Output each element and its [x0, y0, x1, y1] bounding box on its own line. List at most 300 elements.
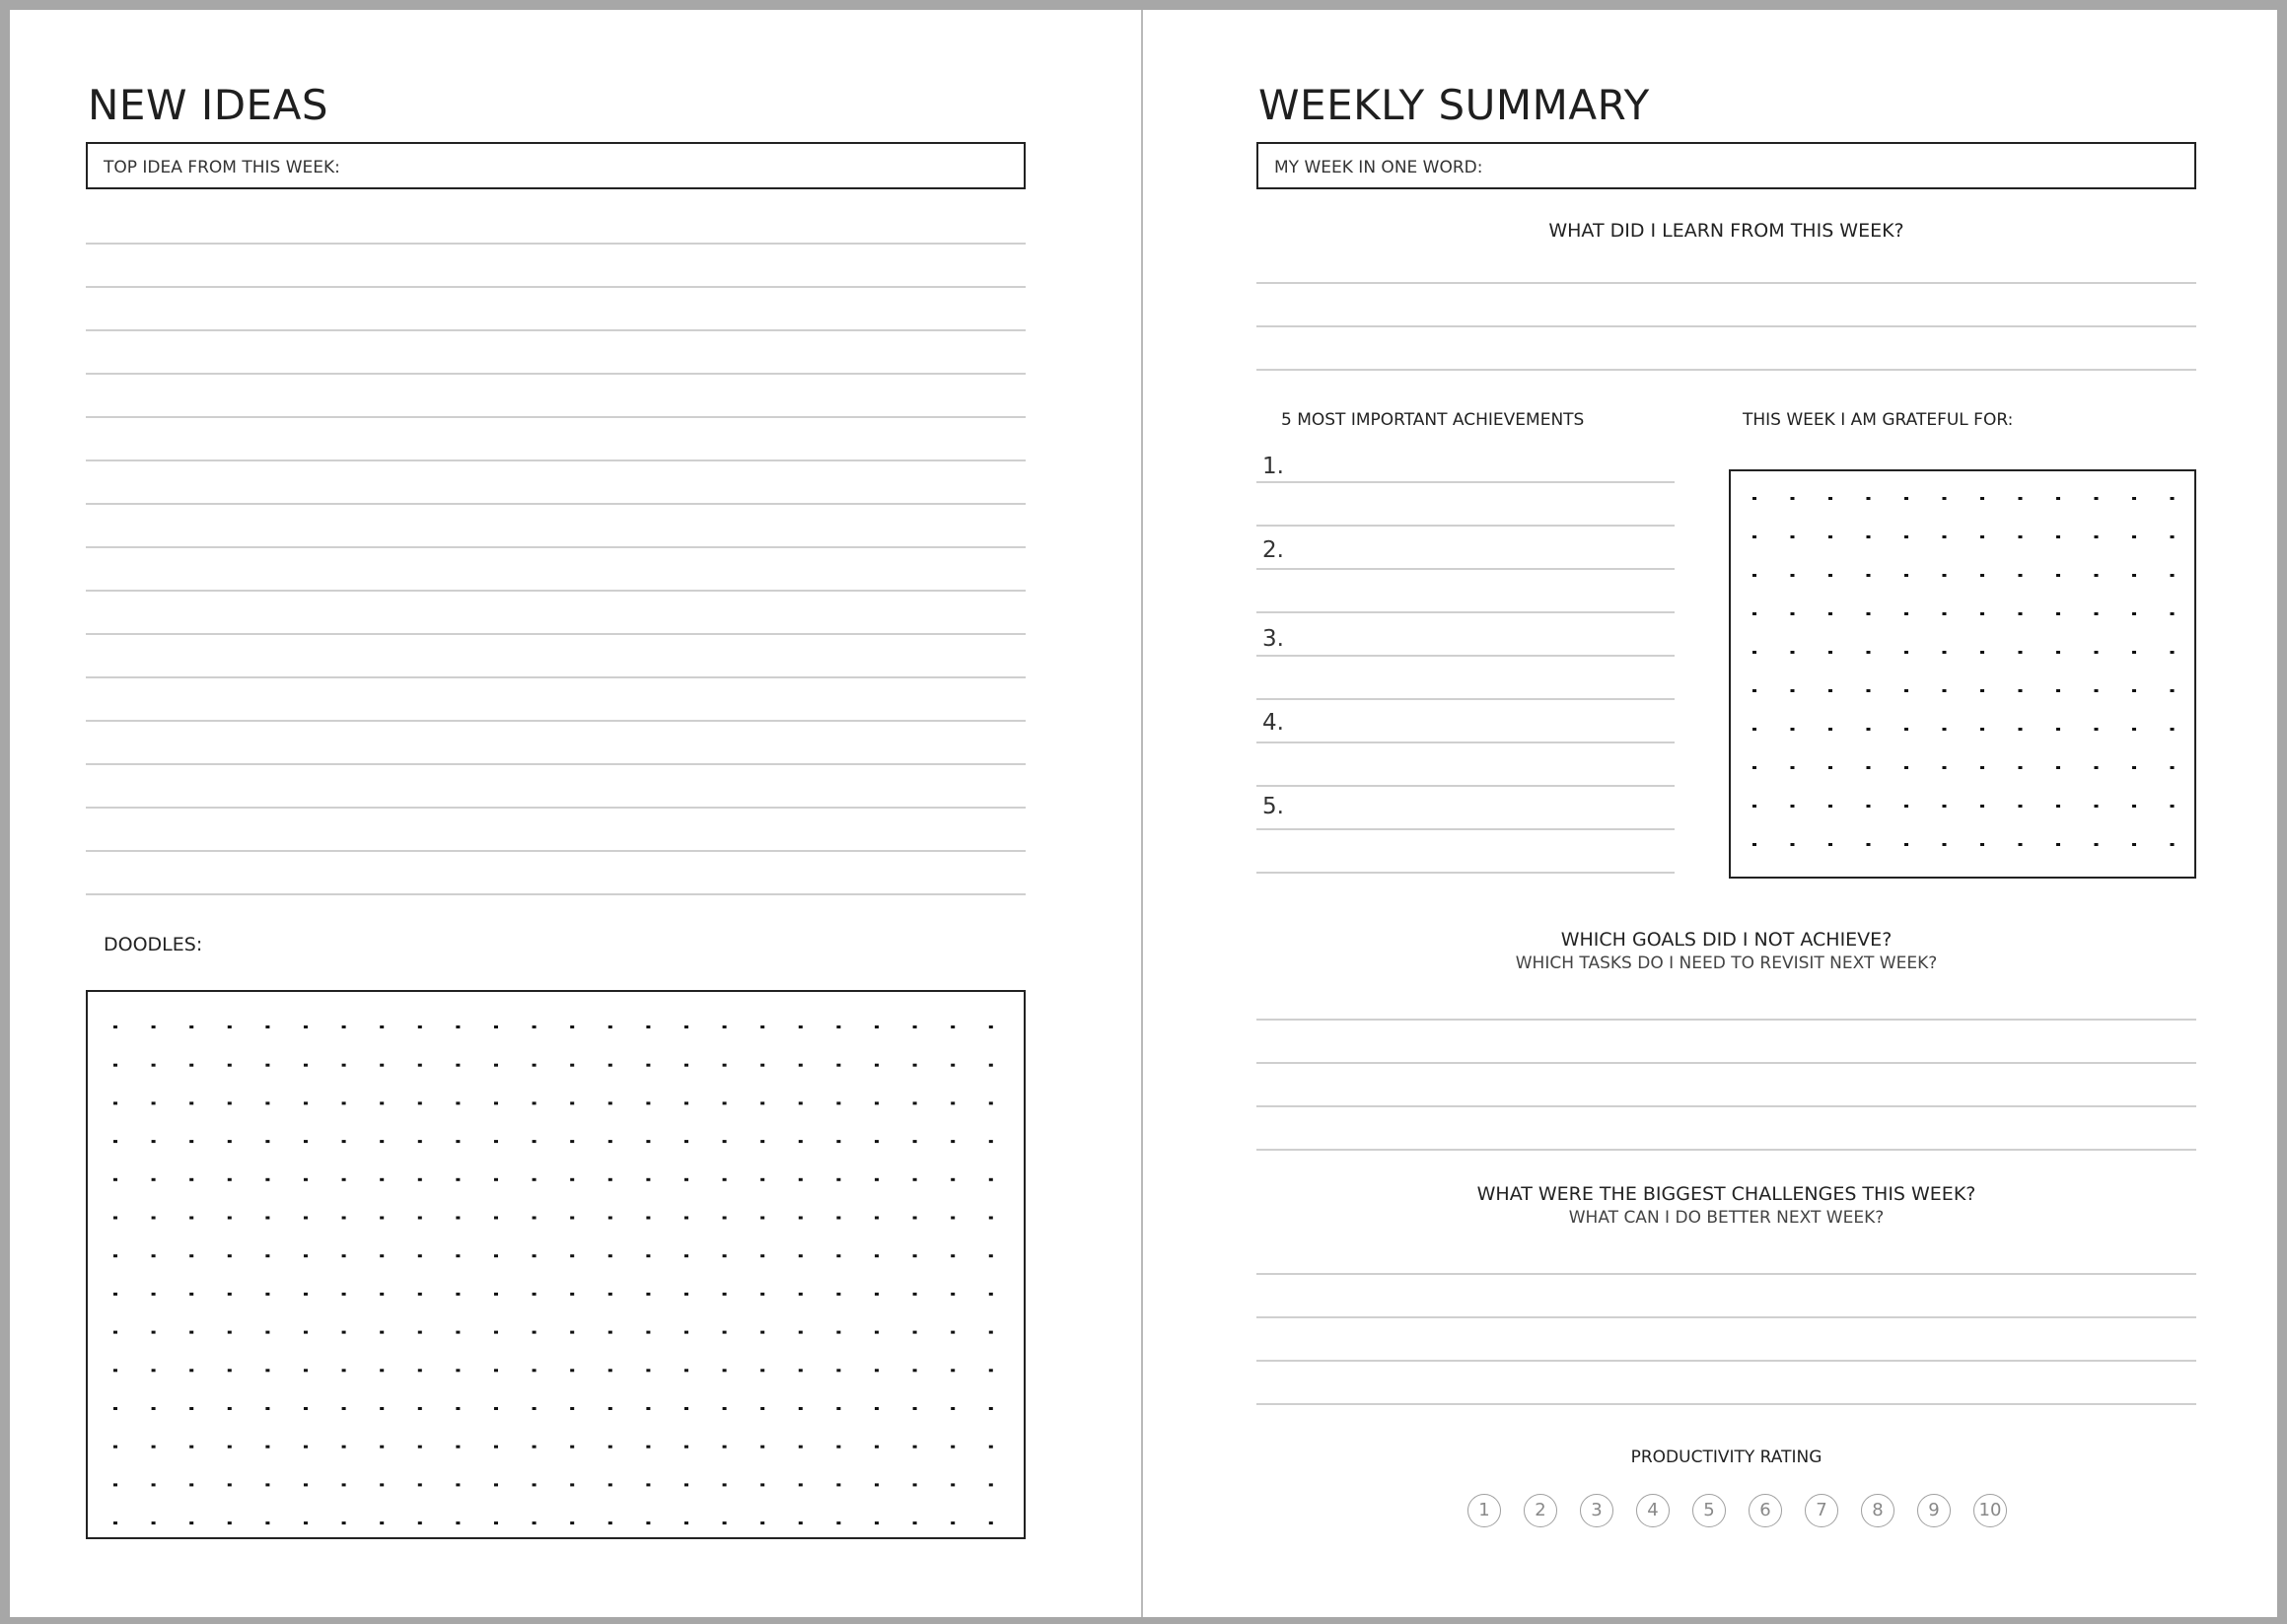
grid-dot — [380, 1064, 384, 1067]
grid-dot — [456, 1025, 460, 1028]
rating-option-9[interactable]: 9 — [1917, 1494, 1951, 1527]
grid-dot — [113, 1407, 117, 1410]
grid-dot — [265, 1217, 269, 1220]
grid-dot — [380, 1217, 384, 1220]
grid-dot — [494, 1217, 498, 1220]
new-ideas-line[interactable] — [86, 459, 1026, 461]
grid-dot — [989, 1178, 993, 1181]
grid-dot — [723, 1178, 727, 1181]
grid-dot — [836, 1140, 840, 1143]
rating-option-5[interactable]: 5 — [1692, 1494, 1726, 1527]
achievement-line[interactable] — [1256, 872, 1675, 874]
grid-dot — [265, 1521, 269, 1524]
grid-dot — [723, 1140, 727, 1143]
learn-line[interactable] — [1256, 369, 2196, 371]
rating-option-10[interactable]: 10 — [1973, 1494, 2007, 1527]
grid-dot — [2171, 843, 2175, 846]
grid-dot — [494, 1331, 498, 1334]
grid-dot — [418, 1483, 422, 1486]
grid-dot — [2171, 497, 2175, 500]
achievement-line[interactable] — [1256, 828, 1675, 830]
grid-dot — [380, 1254, 384, 1257]
grid-dot — [799, 1521, 803, 1524]
grid-dot — [913, 1064, 917, 1067]
grid-dot — [2095, 574, 2099, 577]
grid-dot — [684, 1331, 688, 1334]
page-divider — [1141, 10, 1143, 1617]
grid-dot — [723, 1254, 727, 1257]
new-ideas-line[interactable] — [86, 893, 1026, 895]
rating-option-6[interactable]: 6 — [1749, 1494, 1782, 1527]
new-ideas-line[interactable] — [86, 590, 1026, 592]
grid-dot — [418, 1140, 422, 1143]
achievement-line[interactable] — [1256, 568, 1675, 570]
grid-dot — [1904, 612, 1908, 615]
grid-dot — [152, 1064, 156, 1067]
grid-dot — [646, 1331, 650, 1334]
grid-dot — [533, 1064, 536, 1067]
goals-question: WHICH GOALS DID I NOT ACHIEVE? — [1560, 929, 1893, 951]
grid-dot — [380, 1369, 384, 1372]
grid-dot — [646, 1178, 650, 1181]
grid-dot — [2019, 728, 2023, 731]
grid-dot — [228, 1254, 232, 1257]
grid-dot — [723, 1446, 727, 1448]
grid-dot — [113, 1446, 117, 1448]
grid-dot — [1980, 574, 1984, 577]
grid-dot — [989, 1521, 993, 1524]
grid-dot — [113, 1521, 117, 1524]
grid-dot — [533, 1217, 536, 1220]
grid-dot — [380, 1446, 384, 1448]
top-idea-field[interactable] — [86, 142, 1026, 189]
grid-dot — [533, 1178, 536, 1181]
grid-dot — [646, 1407, 650, 1410]
grid-dot — [608, 1101, 612, 1104]
grid-dot — [951, 1369, 955, 1372]
grid-dot — [760, 1025, 764, 1028]
new-ideas-line[interactable] — [86, 503, 1026, 505]
grid-dot — [570, 1217, 574, 1220]
grid-dot — [456, 1369, 460, 1372]
grid-dot — [913, 1178, 917, 1181]
grid-dot — [189, 1521, 193, 1524]
new-ideas-line[interactable] — [86, 633, 1026, 635]
grid-dot — [494, 1254, 498, 1257]
grid-dot — [304, 1178, 308, 1181]
grid-dot — [152, 1140, 156, 1143]
grid-dot — [836, 1331, 840, 1334]
grid-dot — [1904, 535, 1908, 538]
goals-line[interactable] — [1256, 1149, 2196, 1151]
grid-dot — [1867, 497, 1871, 500]
grid-dot — [875, 1369, 879, 1372]
challenges-question: WHAT WERE THE BIGGEST CHALLENGES THIS WEEK? — [1476, 1183, 1976, 1205]
grid-dot — [799, 1064, 803, 1067]
grid-dot — [1828, 497, 1832, 500]
grid-dot — [1904, 728, 1908, 731]
grid-dot — [2132, 497, 2136, 500]
grid-dot — [2019, 843, 2023, 846]
grid-dot — [2019, 805, 2023, 808]
week-word-field[interactable] — [1256, 142, 2196, 189]
grid-dot — [533, 1293, 536, 1296]
grid-dot — [1943, 843, 1947, 846]
weekly-summary-title: WEEKLY SUMMARY — [1258, 81, 1650, 129]
grid-dot — [836, 1178, 840, 1181]
grid-dot — [456, 1140, 460, 1143]
new-ideas-line[interactable] — [86, 286, 1026, 288]
grid-dot — [799, 1254, 803, 1257]
grid-dot — [2019, 766, 2023, 769]
grid-dot — [723, 1407, 727, 1410]
new-ideas-line[interactable] — [86, 546, 1026, 548]
grid-dot — [570, 1407, 574, 1410]
grid-dot — [2171, 728, 2175, 731]
grid-dot — [2056, 805, 2060, 808]
grid-dot — [152, 1483, 156, 1486]
grid-dot — [1980, 843, 1984, 846]
grid-dot — [570, 1369, 574, 1372]
grid-dot — [1752, 805, 1756, 808]
grid-dot — [1980, 497, 1984, 500]
grid-dot — [2132, 689, 2136, 692]
grid-dot — [228, 1407, 232, 1410]
planner-spread — [10, 10, 2277, 1617]
grid-dot — [836, 1446, 840, 1448]
grid-dot — [304, 1101, 308, 1104]
grid-dot — [1867, 728, 1871, 731]
grid-dot — [113, 1101, 117, 1104]
grid-dot — [1752, 689, 1756, 692]
learn-line[interactable] — [1256, 282, 2196, 284]
grid-dot — [2171, 766, 2175, 769]
grateful-area[interactable] — [1729, 469, 2196, 879]
grid-dot — [723, 1217, 727, 1220]
grid-dot — [1752, 497, 1756, 500]
grid-dot — [189, 1178, 193, 1181]
grid-dot — [913, 1369, 917, 1372]
new-ideas-line[interactable] — [86, 720, 1026, 722]
grid-dot — [265, 1407, 269, 1410]
grid-dot — [646, 1101, 650, 1104]
achievement-line[interactable] — [1256, 785, 1675, 787]
new-ideas-line[interactable] — [86, 763, 1026, 765]
grid-dot — [913, 1521, 917, 1524]
grid-dot — [228, 1446, 232, 1448]
grid-dot — [228, 1217, 232, 1220]
grid-dot — [1867, 766, 1871, 769]
grid-dot — [2171, 574, 2175, 577]
grid-dot — [2095, 689, 2099, 692]
new-ideas-line[interactable] — [86, 373, 1026, 375]
rating-option-8[interactable]: 8 — [1861, 1494, 1894, 1527]
grid-dot — [228, 1178, 232, 1181]
grid-dot — [875, 1446, 879, 1448]
grid-dot — [113, 1178, 117, 1181]
achievement-number: 2. — [1262, 537, 1284, 563]
grid-dot — [2171, 651, 2175, 654]
grid-dot — [1867, 689, 1871, 692]
grid-dot — [456, 1446, 460, 1448]
grid-dot — [1791, 574, 1795, 577]
grid-dot — [2019, 689, 2023, 692]
grid-dot — [152, 1101, 156, 1104]
grid-dot — [2095, 766, 2099, 769]
grid-dot — [228, 1483, 232, 1486]
goals-line[interactable] — [1256, 1019, 2196, 1021]
grid-dot — [760, 1140, 764, 1143]
achievement-line[interactable] — [1256, 481, 1675, 483]
grid-dot — [836, 1521, 840, 1524]
grid-dot — [1791, 843, 1795, 846]
grid-dot — [456, 1293, 460, 1296]
challenges-line[interactable] — [1256, 1273, 2196, 1275]
grid-dot — [2095, 728, 2099, 731]
grid-dot — [799, 1407, 803, 1410]
grid-dot — [570, 1483, 574, 1486]
grid-dot — [608, 1254, 612, 1257]
rating-option-3[interactable]: 3 — [1580, 1494, 1613, 1527]
grid-dot — [684, 1483, 688, 1486]
grid-dot — [1867, 574, 1871, 577]
grid-dot — [989, 1369, 993, 1372]
grid-dot — [152, 1446, 156, 1448]
grid-dot — [799, 1217, 803, 1220]
grid-dot — [684, 1369, 688, 1372]
rating-option-7[interactable]: 7 — [1805, 1494, 1838, 1527]
grid-dot — [418, 1101, 422, 1104]
grid-dot — [1828, 766, 1832, 769]
grid-dot — [265, 1293, 269, 1296]
grid-dot — [723, 1369, 727, 1372]
grid-dot — [265, 1483, 269, 1486]
grid-dot — [189, 1483, 193, 1486]
grid-dot — [723, 1483, 727, 1486]
grid-dot — [304, 1025, 308, 1028]
grid-dot — [1791, 689, 1795, 692]
grid-dot — [304, 1483, 308, 1486]
grid-dot — [646, 1254, 650, 1257]
grid-dot — [189, 1369, 193, 1372]
grid-dot — [189, 1064, 193, 1067]
grid-dot — [989, 1331, 993, 1334]
grid-dot — [989, 1483, 993, 1486]
goals-line[interactable] — [1256, 1062, 2196, 1064]
grid-dot — [570, 1293, 574, 1296]
grid-dot — [418, 1521, 422, 1524]
grid-dot — [2132, 612, 2136, 615]
grid-dot — [152, 1025, 156, 1028]
grid-dot — [2171, 535, 2175, 538]
grid-dot — [342, 1446, 346, 1448]
achievement-line[interactable] — [1256, 698, 1675, 700]
goals-line[interactable] — [1256, 1105, 2196, 1107]
grid-dot — [1867, 805, 1871, 808]
grid-dot — [189, 1407, 193, 1410]
rating-option-2[interactable]: 2 — [1524, 1494, 1557, 1527]
grid-dot — [2132, 843, 2136, 846]
grid-dot — [570, 1064, 574, 1067]
grid-dot — [456, 1521, 460, 1524]
grid-dot — [2019, 574, 2023, 577]
grid-dot — [265, 1369, 269, 1372]
grid-dot — [989, 1217, 993, 1220]
grid-dot — [304, 1140, 308, 1143]
grid-dot — [1943, 728, 1947, 731]
grid-dot — [875, 1064, 879, 1067]
grid-dot — [1752, 574, 1756, 577]
achievement-line[interactable] — [1256, 525, 1675, 527]
grid-dot — [1943, 689, 1947, 692]
grid-dot — [2019, 612, 2023, 615]
rating-option-1[interactable]: 1 — [1467, 1494, 1501, 1527]
grid-dot — [570, 1521, 574, 1524]
grid-dot — [570, 1446, 574, 1448]
achievement-line[interactable] — [1256, 741, 1675, 743]
grid-dot — [2132, 728, 2136, 731]
grid-dot — [1867, 843, 1871, 846]
grid-dot — [989, 1446, 993, 1448]
grid-dot — [760, 1407, 764, 1410]
achievement-line[interactable] — [1256, 655, 1675, 657]
grid-dot — [799, 1178, 803, 1181]
grid-dot — [456, 1483, 460, 1486]
grid-dot — [265, 1331, 269, 1334]
grid-dot — [570, 1025, 574, 1028]
grid-dot — [951, 1446, 955, 1448]
grid-dot — [723, 1064, 727, 1067]
grid-dot — [684, 1064, 688, 1067]
grid-dot — [646, 1521, 650, 1524]
grid-dot — [2056, 612, 2060, 615]
grid-dot — [228, 1140, 232, 1143]
grid-dot — [1828, 728, 1832, 731]
grid-dot — [799, 1331, 803, 1334]
grid-dot — [1943, 574, 1947, 577]
grid-dot — [265, 1064, 269, 1067]
new-ideas-line[interactable] — [86, 807, 1026, 809]
grid-dot — [265, 1025, 269, 1028]
learn-line[interactable] — [1256, 325, 2196, 327]
grid-dot — [684, 1407, 688, 1410]
new-ideas-line[interactable] — [86, 243, 1026, 245]
grid-dot — [418, 1331, 422, 1334]
grid-dot — [533, 1521, 536, 1524]
goals-subquestion: WHICH TASKS DO I NEED TO REVISIT NEXT WEEK? — [1515, 953, 1938, 973]
grid-dot — [1828, 689, 1832, 692]
grid-dot — [646, 1293, 650, 1296]
grid-dot — [760, 1331, 764, 1334]
grid-dot — [1791, 766, 1795, 769]
grateful-label: THIS WEEK I AM GRATEFUL FOR: — [1743, 410, 2014, 430]
challenges-line[interactable] — [1256, 1360, 2196, 1362]
grid-dot — [951, 1064, 955, 1067]
grid-dot — [760, 1178, 764, 1181]
grid-dot — [265, 1178, 269, 1181]
grid-dot — [989, 1025, 993, 1028]
grid-dot — [875, 1293, 879, 1296]
grid-dot — [1904, 766, 1908, 769]
grid-dot — [265, 1446, 269, 1448]
grid-dot — [1980, 651, 1984, 654]
grid-dot — [836, 1254, 840, 1257]
grid-dot — [799, 1483, 803, 1486]
grid-dot — [646, 1369, 650, 1372]
grid-dot — [380, 1140, 384, 1143]
grid-dot — [723, 1521, 727, 1524]
grid-dot — [684, 1025, 688, 1028]
grid-dot — [494, 1025, 498, 1028]
rating-option-4[interactable]: 4 — [1636, 1494, 1670, 1527]
grid-dot — [2095, 535, 2099, 538]
grid-dot — [265, 1254, 269, 1257]
achievement-number: 4. — [1262, 710, 1284, 736]
grid-dot — [342, 1483, 346, 1486]
grid-dot — [760, 1483, 764, 1486]
grid-dot — [1791, 497, 1795, 500]
grid-dot — [113, 1140, 117, 1143]
grid-dot — [189, 1140, 193, 1143]
grid-dot — [189, 1101, 193, 1104]
grid-dot — [456, 1101, 460, 1104]
grid-dot — [989, 1407, 993, 1410]
new-ideas-title: NEW IDEAS — [88, 81, 328, 129]
grid-dot — [342, 1369, 346, 1372]
grid-dot — [1980, 766, 1984, 769]
grid-dot — [2056, 728, 2060, 731]
grid-dot — [799, 1293, 803, 1296]
grid-dot — [494, 1140, 498, 1143]
grid-dot — [951, 1178, 955, 1181]
grid-dot — [304, 1254, 308, 1257]
grid-dot — [989, 1254, 993, 1257]
grid-dot — [1943, 805, 1947, 808]
grid-dot — [989, 1140, 993, 1143]
grid-dot — [304, 1331, 308, 1334]
grid-dot — [189, 1254, 193, 1257]
grid-dot — [1943, 535, 1947, 538]
grid-dot — [951, 1140, 955, 1143]
grid-dot — [836, 1025, 840, 1028]
new-ideas-line[interactable] — [86, 416, 1026, 418]
grid-dot — [875, 1331, 879, 1334]
grid-dot — [2132, 766, 2136, 769]
grid-dot — [533, 1025, 536, 1028]
grid-dot — [380, 1407, 384, 1410]
doodles-area[interactable] — [86, 990, 1026, 1539]
challenges-line[interactable] — [1256, 1316, 2196, 1318]
challenges-line[interactable] — [1256, 1403, 2196, 1405]
grid-dot — [189, 1217, 193, 1220]
grid-dot — [913, 1101, 917, 1104]
grid-dot — [760, 1521, 764, 1524]
achievement-line[interactable] — [1256, 611, 1675, 613]
grid-dot — [380, 1178, 384, 1181]
grid-dot — [608, 1446, 612, 1448]
grid-dot — [684, 1101, 688, 1104]
grid-dot — [1752, 843, 1756, 846]
grid-dot — [646, 1217, 650, 1220]
new-ideas-line[interactable] — [86, 850, 1026, 852]
grid-dot — [875, 1217, 879, 1220]
grid-dot — [684, 1446, 688, 1448]
grid-dot — [1752, 612, 1756, 615]
grid-dot — [2095, 805, 2099, 808]
new-ideas-line[interactable] — [86, 329, 1026, 331]
new-ideas-line[interactable] — [86, 676, 1026, 678]
grid-dot — [608, 1140, 612, 1143]
